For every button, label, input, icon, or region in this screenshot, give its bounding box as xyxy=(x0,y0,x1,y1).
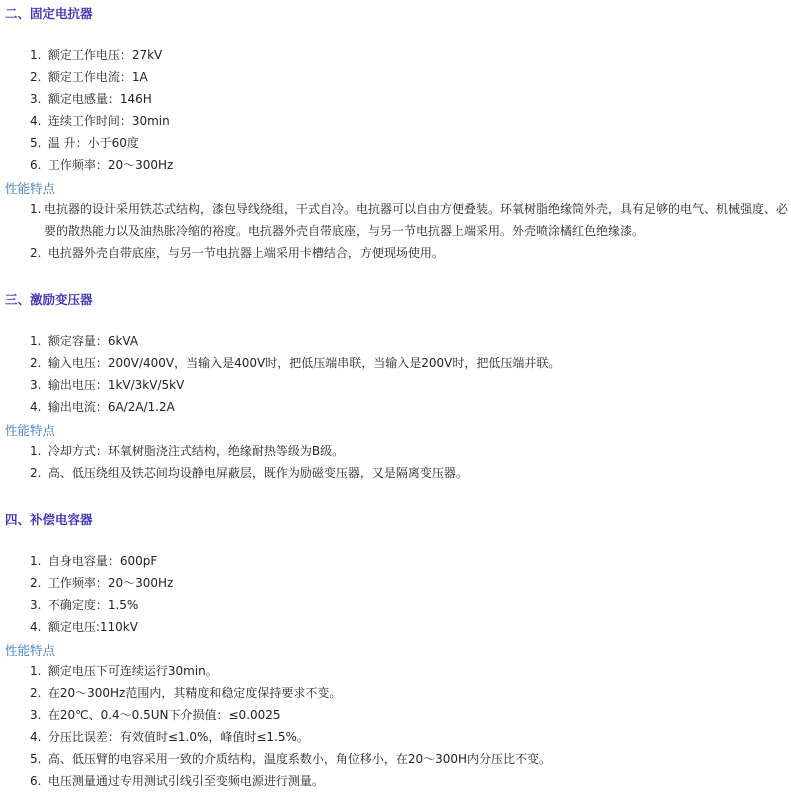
spec-item: 4. 连续工作时间：30min xyxy=(30,114,170,128)
section-title-fixed-reactor: 二、固定电抗器 xyxy=(5,6,93,21)
feature-item: 3. 在20℃、0.4～0.5UN下介损值：≤0.0025 xyxy=(30,708,281,722)
feature-item: 2. 电抗器外壳自带底座，与另一节电抗器上端采用卡槽结合，方便现场使用。 xyxy=(30,246,444,260)
spec-item: 2. 额定工作电流：1A xyxy=(30,70,148,84)
feature-item: 2. 高、低压绕组及铁芯间均设静电屏蔽层，既作为励磁变压器，又是隔离变压器。 xyxy=(30,466,468,480)
features-title: 性能特点 xyxy=(5,181,56,196)
feature-item: 2. 在20～300Hz范围内，其精度和稳定度保持要求不变。 xyxy=(30,686,342,700)
section-title-compensation-capacitor: 四、补偿电容器 xyxy=(5,512,93,527)
spec-item: 3. 额定电感量：146H xyxy=(30,92,152,106)
section-title-excitation-transformer: 三、激励变压器 xyxy=(5,292,93,307)
feature-item: 1. 电抗器的设计采用铁芯式结构，漆包导线绕组，干式自冷。电抗器可以自由方便叠装。环氧树脂绝缘筒外壳，具有足够的电气、机械强度、必要的散热能力以及油热胀冷缩的裕度。电抗器外壳自带底座，与另一节电抗器上端采用。外壳喷涂橘红色绝缘漆。 xyxy=(30,202,789,238)
spec-item: 4. 输出电流：6A/2A/1.2A xyxy=(30,400,175,414)
spec-item: 1. 自身电容量：600pF xyxy=(30,554,158,568)
spec-item: 3. 输出电压：1kV/3kV/5kV xyxy=(30,378,185,392)
spec-item: 1. 额定工作电压：27kV xyxy=(30,48,163,62)
feature-item: 5. 高、低压臂的电容采用一致的介质结构，温度系数小，角位移小，在20～300H内分压比不变。 xyxy=(30,752,552,766)
feature-item: 6. 电压测量通过专用测试引线引至变频电源进行测量。 xyxy=(30,774,324,788)
spec-item: 5. 温 升：小于60度 xyxy=(30,136,139,150)
spec-item: 1. 额定容量：6kVA xyxy=(30,334,139,348)
spec-item: 2. 工作频率：20～300Hz xyxy=(30,576,174,590)
feature-item: 1. 额定电压下可连续运行30min。 xyxy=(30,664,218,678)
spec-item: 4. 额定电压:110kV xyxy=(30,620,138,634)
spec-item: 3. 不确定度：1.5% xyxy=(30,598,139,612)
feature-item: 4. 分压比误差：有效值时≤1.0%，峰值时≤1.5%。 xyxy=(30,730,309,744)
feature-item: 1. 冷却方式：环氧树脂浇注式结构，绝缘耐热等级为B级。 xyxy=(30,444,345,458)
features-title: 性能特点 xyxy=(5,643,56,658)
spec-item: 6. 工作频率：20～300Hz xyxy=(30,158,174,172)
features-title: 性能特点 xyxy=(5,423,56,438)
spec-item: 2. 输入电压：200V/400V，当输入是400V时，把低压端串联，当输入是200V时，把低压端并联。 xyxy=(30,356,561,370)
